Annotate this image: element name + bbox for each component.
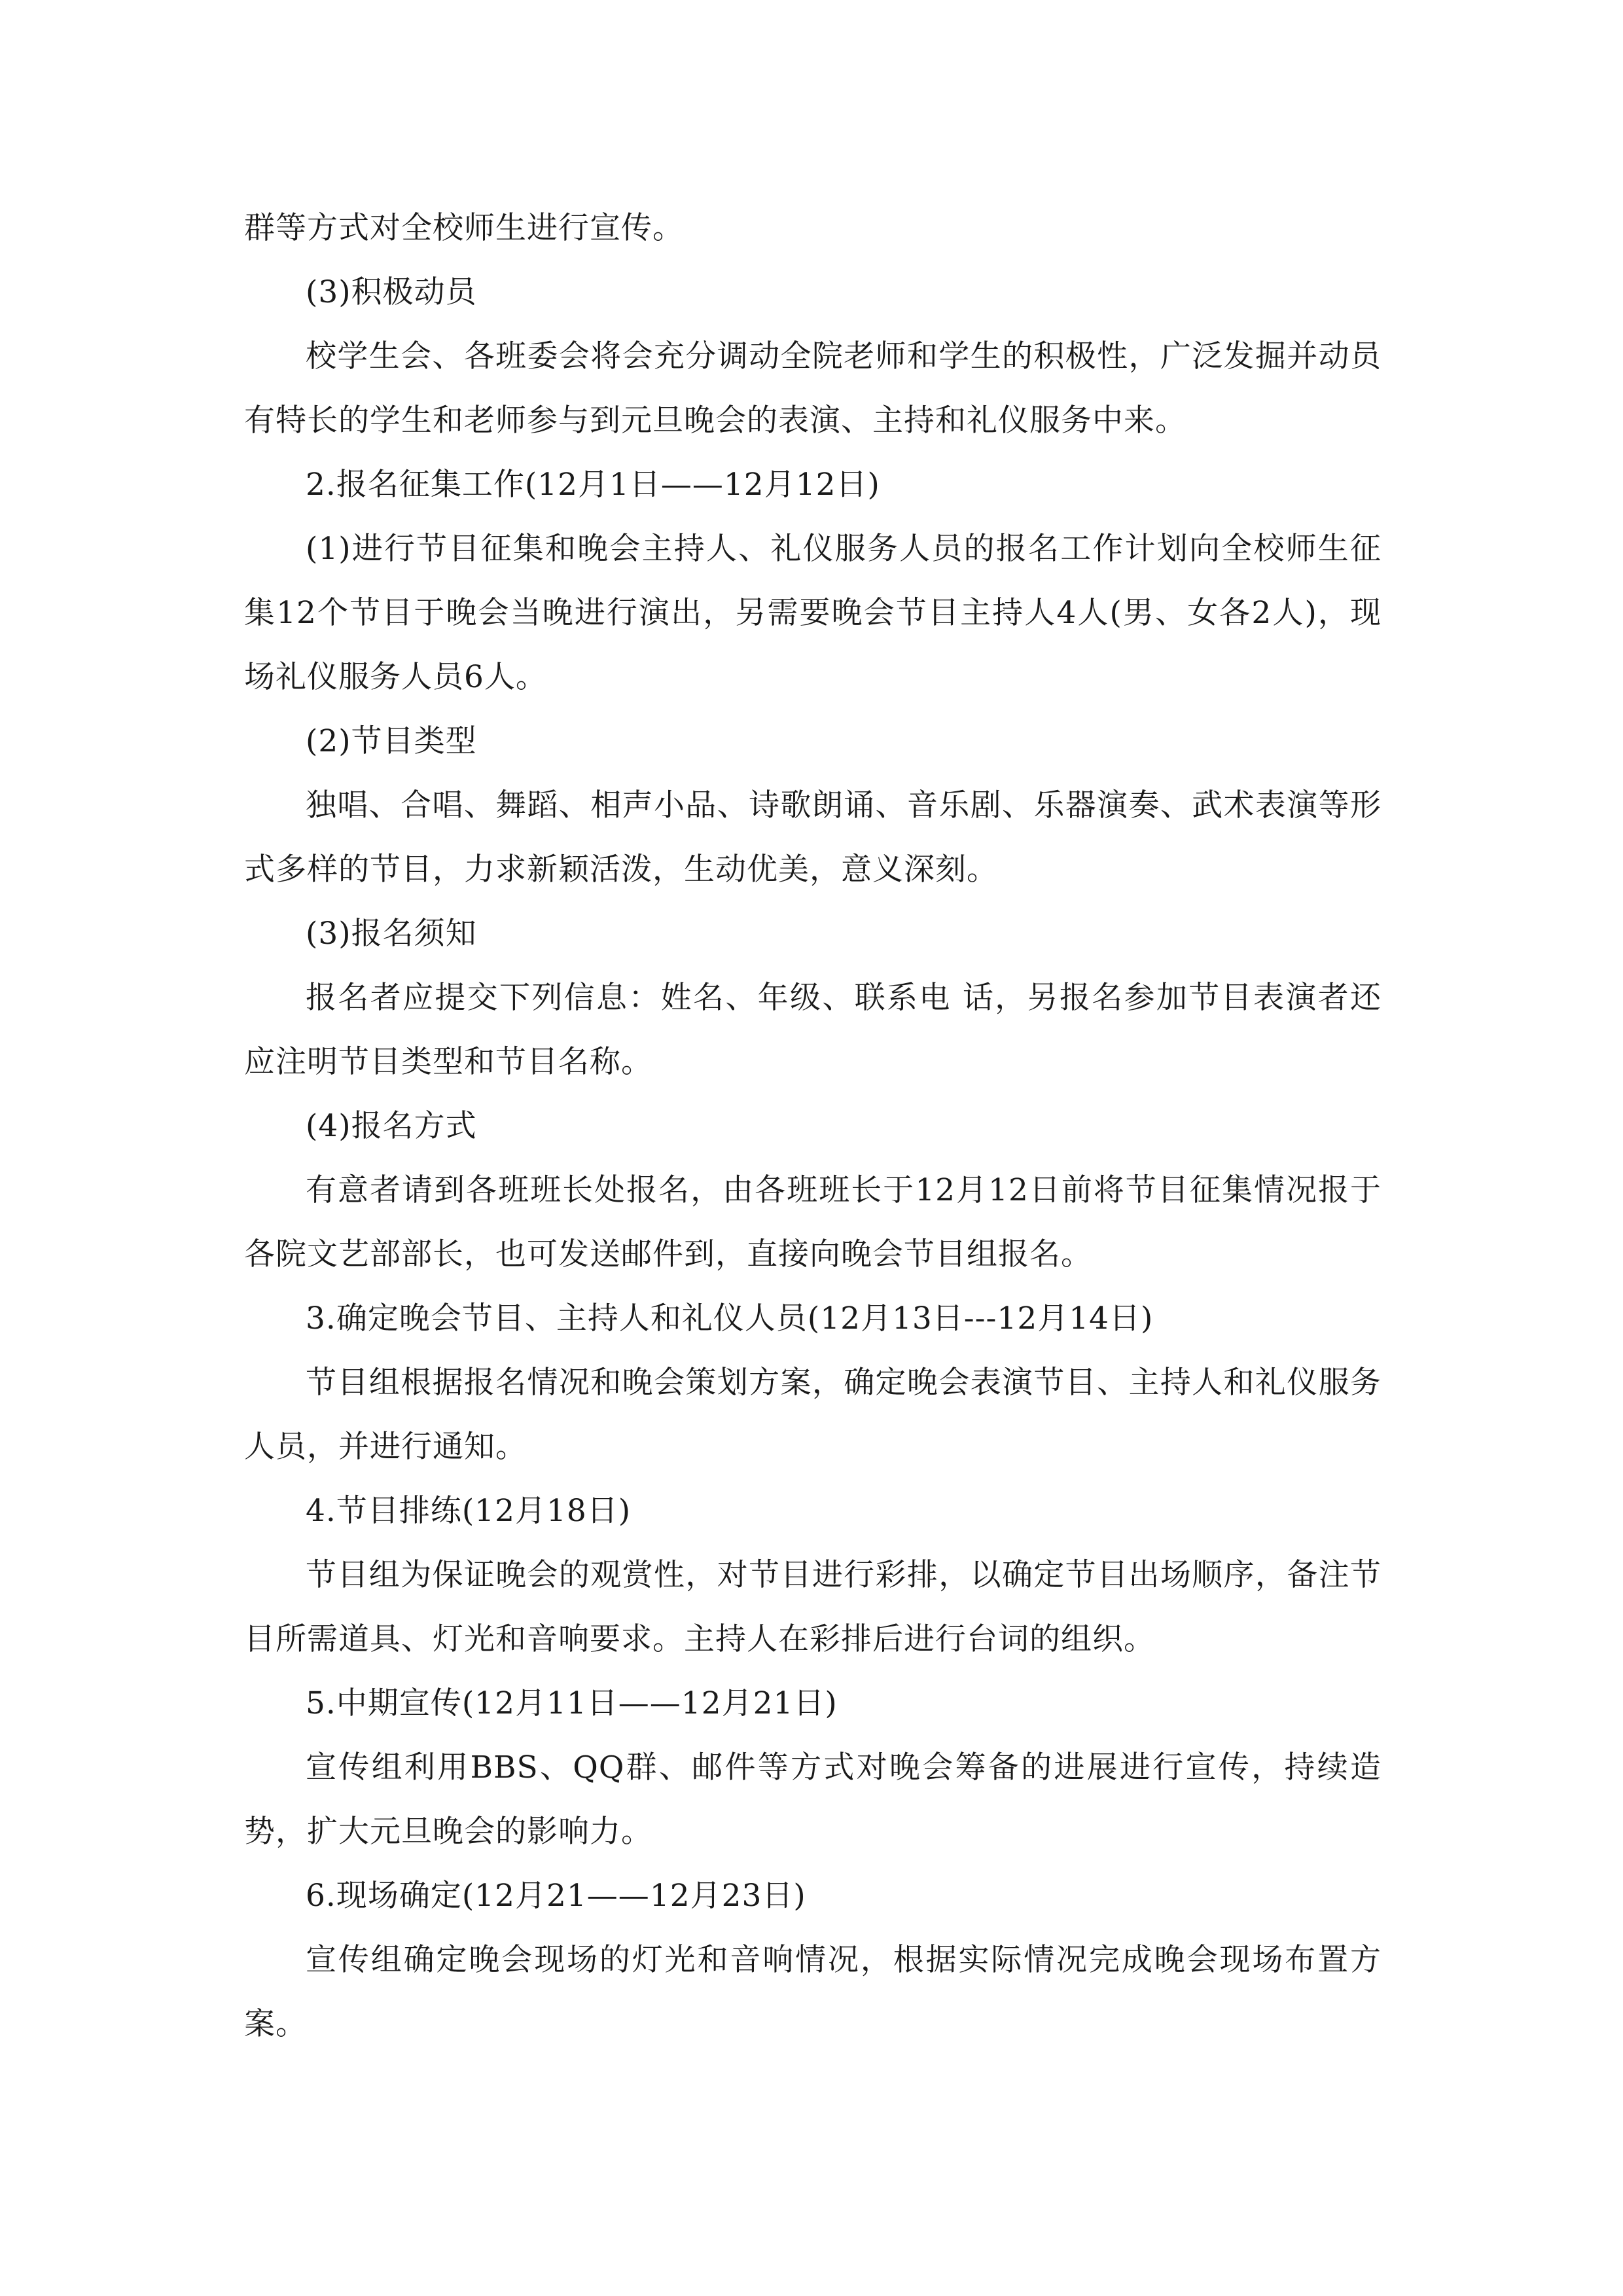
section-heading: 4.节目排练(12月18日)	[306, 1493, 632, 1529]
paragraph: 节目组根据报名情况和晚会策划方案，确定晚会表演节目、主持人和礼仪服务人员，并进行通知。	[244, 1365, 1382, 1465]
section-heading: 6.现场确定(12月21——12月23日)	[306, 1878, 806, 1914]
document-body	[244, 196, 1382, 2056]
paragraph: (1)进行节目征集和晚会主持人、礼仪服务人员的报名工作计划向全校师生征集12个节目于晚会当晚进行演出，另需要晚会节目主持人4人(男、女各2人)，现场礼仪服务人员6人。	[244, 531, 1382, 695]
paragraph: 宣传组利用BBS、QQ群、邮件等方式对晚会筹备的进展进行宣传，持续造势，扩大元旦晚会的影响力。	[244, 1749, 1382, 1850]
paragraph: 报名者应提交下列信息：姓名、年级、联系电 话，另报名参加节目表演者还应注明节目类型和节目名称。	[244, 980, 1382, 1080]
section-heading: (3)报名须知	[306, 916, 477, 952]
section-heading: 2.报名征集工作(12月1日——12月12日)	[306, 467, 880, 503]
paragraph: 校学生会、各班委会将会充分调动全院老师和学生的积极性，广泛发掘并动员有特长的学生和老师参与到元旦晚会的表演、主持和礼仪服务中来。	[244, 338, 1382, 439]
section-heading: (3)积极动员	[306, 274, 477, 310]
paragraph: 群等方式对全校师生进行宣传。	[244, 210, 684, 246]
paragraph: 独唱、合唱、舞蹈、相声小品、诗歌朗诵、音乐剧、乐器演奏、武术表演等形式多样的节目，力求新颖活泼，生动优美，意义深刻。	[244, 787, 1382, 888]
section-heading: (4)报名方式	[306, 1108, 477, 1144]
section-heading: (2)节目类型	[306, 723, 477, 759]
paragraph: 有意者请到各班班长处报名，由各班班长于12月12日前将节目征集情况报于各院文艺部部长，也可发送邮件到，直接向晚会节目组报名。	[244, 1172, 1382, 1272]
paragraph: 节目组为保证晚会的观赏性，对节目进行彩排，以确定节目出场顺序，备注节目所需道具、灯光和音响要求。主持人在彩排后进行台词的组织。	[244, 1557, 1382, 1657]
section-heading: 5.中期宣传(12月11日——12月21日)	[306, 1685, 838, 1721]
section-heading: 3.确定晚会节目、主持人和礼仪人员(12月13日---12月14日)	[306, 1300, 1154, 1336]
paragraph: 宣传组确定晚会现场的灯光和音响情况，根据实际情况完成晚会现场布置方案。	[244, 1942, 1382, 2042]
